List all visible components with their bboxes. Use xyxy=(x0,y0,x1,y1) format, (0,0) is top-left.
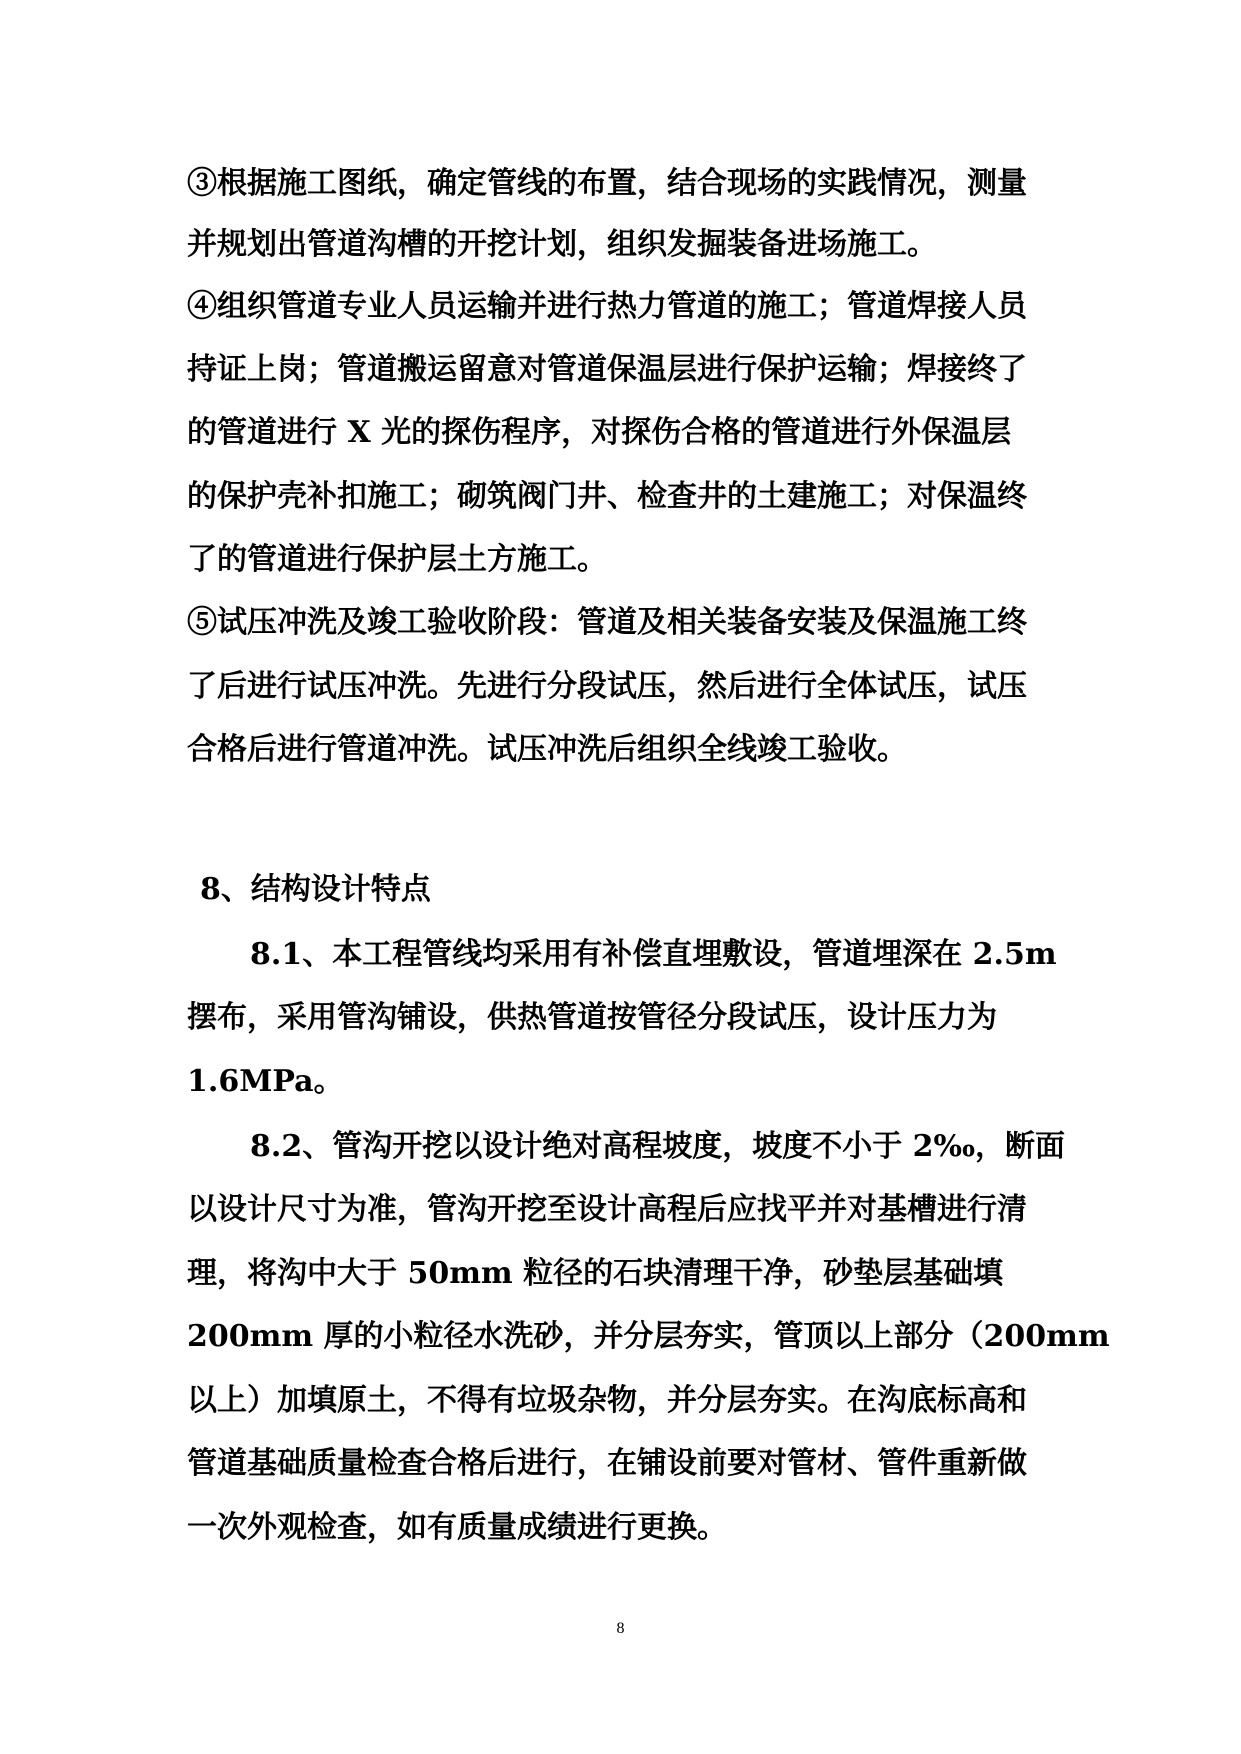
paragraph-5-line-2: 了后进行试压冲洗。先进行分段试压，然后进行全体试压，试压 xyxy=(187,669,1027,704)
paragraph-8-2-line-5: 以上）加填原土，不得有垃圾杂物，并分层夯实。在沟底标高和 xyxy=(187,1383,1027,1418)
paragraph-8-2-line-2: 以设计尺寸为准，管沟开挖至设计高程后应找平并对基槽进行清 xyxy=(187,1192,1027,1227)
paragraph-8-1-line-2: 摆布，采用管沟铺设，供热管道按管径分段试压，设计压力为 xyxy=(187,1000,997,1035)
paragraph-3-line-1: ③根据施工图纸，确定管线的布置，结合现场的实践情况，测量 xyxy=(187,166,1027,201)
paragraph-8-2-line-7: 一次外观检查，如有质量成绩进行更换。 xyxy=(187,1510,727,1545)
paragraph-8-2-line-3: 理，将沟中大于 50mm 粒径的石块清理干净，砂垫层基础填 xyxy=(187,1256,1004,1291)
section-heading: 8、结构设计特点 xyxy=(200,872,431,907)
paragraph-4-line-3: 的管道进行 X 光的探伤程序，对探伤合格的管道进行外保温层 xyxy=(187,415,1012,450)
paragraph-3-line-2: 并规划出管道沟槽的开挖计划，组织发掘装备进场施工。 xyxy=(187,227,937,262)
page-number: 8 xyxy=(616,1620,625,1637)
paragraph-8-1-line-1: 8.1、本工程管线均采用有补偿直埋敷设，管道埋深在 2.5m xyxy=(250,937,1057,972)
paragraph-5-line-1: ⑤试压冲洗及竣工验收阶段：管道及相关装备安装及保温施工终 xyxy=(187,605,1027,640)
paragraph-8-1-line-3: 1.6MPa。 xyxy=(187,1064,344,1099)
paragraph-4-line-5: 了的管道进行保护层土方施工。 xyxy=(187,542,607,577)
paragraph-8-2-line-1: 8.2、管沟开挖以设计绝对高程坡度，坡度不小于 2‰，断面 xyxy=(250,1129,1066,1164)
paragraph-5-line-3: 合格后进行管道冲洗。试压冲洗后组织全线竣工验收。 xyxy=(187,732,907,767)
paragraph-4-line-4: 的保护壳补扣施工；砌筑阀门井、检查井的土建施工；对保温终 xyxy=(187,479,1027,514)
paragraph-8-2-line-4: 200mm 厚的小粒径水洗砂，并分层夯实，管顶以上部分（200mm xyxy=(187,1319,1110,1354)
paragraph-4-line-1: ④组织管道专业人员运输并进行热力管道的施工；管道焊接人员 xyxy=(187,289,1027,324)
paragraph-8-2-line-6: 管道基础质量检查合格后进行，在铺设前要对管材、管件重新做 xyxy=(187,1446,1027,1481)
paragraph-4-line-2: 持证上岗；管道搬运留意对管道保温层进行保护运输；焊接终了 xyxy=(187,352,1027,387)
